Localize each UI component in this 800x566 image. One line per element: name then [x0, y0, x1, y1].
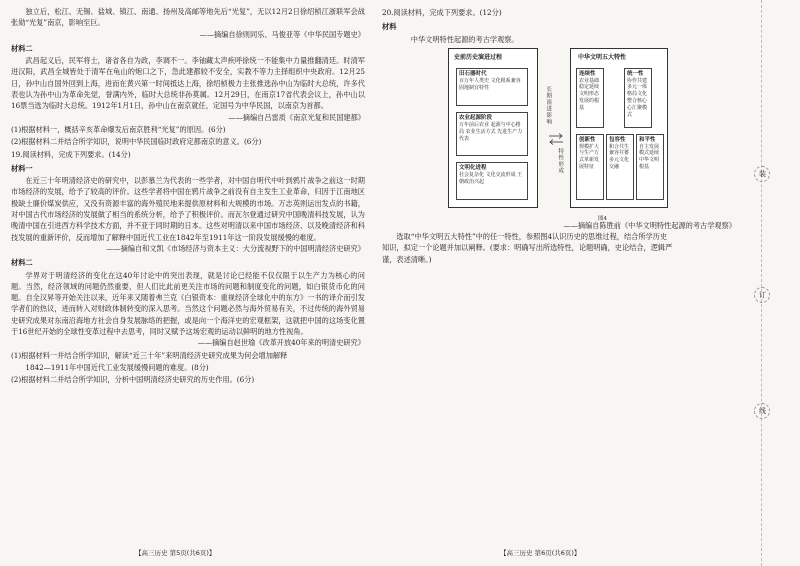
page5-footer: 【高三历史 第5页(共6页)】 — [135, 549, 216, 557]
q19-material1-label: 材料一 — [11, 163, 33, 173]
q19-part2: (2)根据材料二并结合所学知识，分析中国明清经济史研究的历史作用。(6分) — [11, 375, 255, 385]
q19-material1-text: 在近三十年明清经济史的研究中，以彭慕兰为代表的一些学者，对中国自明代中叶到鸦片战争之前这一时期市场经济的发展，给予了较高的评价。这些学者将中国在鸦片战争之前没有自主发生工业革命，归因于江南地区极缺土廉价煤炭供应，又没有资源丰富的海外殖民地来提供原材料和大规模的市场。万志英则运出发点的书籍，对中国古代市场经济的发展做了相当的系统分析，给予了积极评价。而瓦尔登通过研究中国晚清科技发展，认为晚清中国在引进西方科学技术方面，并不亚于同时期的日本。这些对明清以来中国市场经济、以及晚清经济和科技发展的重新评价，反而增加了解释中国近代工业在1842年至1911年这一阶段发展缓慢的难度。 — [11, 176, 365, 242]
middle-label-2: 特性形成 — [557, 147, 564, 174]
q18-part2: (2)根据材料二并结合所学知识，说明中华民国临时政府定都南京的意义。(6分) — [11, 137, 262, 147]
stage-paleolithic-text: 百万年人类史 文化根系兼容 固地制宜特性 — [459, 77, 521, 91]
page-6 — [382, 6, 736, 265]
q19-material2-source: ——摘编自赵世瑜《改革开放40年来的明清史研究》 — [197, 338, 365, 348]
q20-instruction-1: 选取“中华文明五大特性”中的任一特性，参照图4认识历史的思维过程，结合所学历史 — [396, 232, 668, 242]
figure-caption: 图4 — [598, 215, 607, 222]
trait-innovation-title: 创新性 — [579, 136, 596, 143]
q19-material2-label: 材料二 — [11, 258, 33, 268]
trait-unity — [624, 68, 652, 128]
trait-innovation-text: 规模扩大与生产方式革新发展特征 — [579, 143, 600, 171]
page6-footer: 【高三历史 第6页(共6页)】 — [500, 549, 581, 557]
q20-material-intro: 中华文明特性起源的考古学观察。 — [410, 34, 519, 44]
stage-civilization-title: 文明化进程 — [459, 164, 487, 171]
q19-part1-line1: (1)根据材料一并结合所学知识，解读“近三十年”来明清经济史研究成果为何会增加解释 — [11, 350, 288, 360]
stage-agriculture-title: 农业起源阶段 — [459, 114, 493, 121]
trait-inclusiveness — [606, 134, 634, 200]
stage-agriculture — [456, 112, 528, 156]
double-arrow-icon — [548, 132, 564, 146]
material1-tail: 独立后，松江、无锡、盐城、镇江、南通、扬州及高邮等地先后“光复”，无以12月2日徐绍桢江浙联军会战张勋“光复”南京，影响至巨。 — [11, 7, 365, 28]
q20-instruction-2: 知识，拟定一个论题并加以阐释。(要求：明确写出所选特性，论题明确，史论结合，逻辑严 — [382, 243, 673, 253]
q19-heading: 19.阅读材料，完成下列要求。(14分) — [11, 149, 131, 159]
q18-part1: (1)根据材料一，概括辛亥革命爆发后南京胜利“光复”的原因。(6分) — [11, 124, 226, 134]
binding-mark-zhuang: 装 — [759, 170, 766, 178]
material2-source: ——摘编自吕雷质《南京光复和民国建都》 — [228, 112, 365, 122]
trait-unity-text: 协作共建多元一体格局文化整合核心心汇聚模式 — [627, 77, 648, 118]
figure-4-diagram — [448, 48, 668, 222]
stage-paleolithic — [456, 68, 528, 106]
trait-peacefulness — [636, 134, 664, 200]
stage-paleolithic-title: 旧石器时代 — [459, 70, 487, 77]
page-5 — [11, 6, 365, 386]
trait-inclusiveness-text: 和合共生兼容并蓄多元文化交融 — [609, 143, 630, 171]
q20-source: ——摘编自陈胜前《中华文明特性起源的考古学观察》 — [563, 220, 736, 230]
prehistory-title: 史前历史演进过程 — [454, 53, 503, 61]
binding-mark-ding: 订 — [759, 291, 766, 299]
traits-title: 中华文明五大特性 — [578, 53, 627, 61]
trait-inclusiveness-title: 包容性 — [609, 136, 626, 143]
material1-source: ——摘编自徐则同乐、马俊亚等《中华民国专题史》 — [199, 29, 365, 39]
stage-agriculture-text: 万年前后农业 起源与中心格局 农业生活方式 先进生产力代表 — [459, 121, 523, 142]
middle-label-1: 长期演进影响 — [545, 85, 552, 125]
q19-material2-text: 学界对于明清经济的变化在这40年讨论中的突出表现，就是讨论已经能不仅仅限于以生产力为核心的问题。当然，经济领域的问题仍然重要，但人们比此前更关注市场的问题和制度变化的问题，如白银货币化的问题。自全汉昇等开始关注以来，近年来又随着弗兰克《白银资本：重视经济全球化中的东方》一书的译介而引发学者们的热议，进而转入对财政体制转变的深入思考。当然这个问题必然与海外贸易有关，不过传统的海外贸易史研究成果对东南沿海地方社会自身发展脉络的把握，或是向一个海洋史的宏观框架，这就把中国的这场变化置于16世纪开始的全球性变革过程中去思考，同时又赋予这场宏观的运动以鲜明的地方性视角。 — [11, 270, 365, 337]
trait-peacefulness-text: 自主发展模式延续中华文明根基 — [639, 143, 660, 171]
binding-mark-xian: 线 — [759, 407, 766, 415]
binding-line — [761, 0, 762, 566]
trait-peacefulness-title: 和平性 — [639, 136, 656, 143]
trait-continuity — [576, 68, 604, 128]
trait-innovation — [576, 134, 604, 200]
q20-heading: 20.阅读材料，完成下列要求。(12分) — [382, 8, 502, 17]
trait-continuity-text: 农业基础稳定延续文明形态发展的根基 — [579, 77, 600, 111]
trait-unity-title: 统一性 — [627, 70, 644, 77]
stage-civilization-text: 社会复杂化 文化交流形成 王朝政治兴起 — [459, 171, 523, 185]
trait-continuity-title: 连续性 — [579, 70, 596, 77]
material2-text: 武昌起义后，民军将士，诸省各自为政，李调不一。李铀藏太声疾呼徐统一不能集中力量推翻清廷。时清军进汉阳，武昌全城皆处于清军在龟山的炮口之下，急此建都较不安全，实教不等力主择组织中央政府。12月25日，孙中山自国外回到上海，进而在黄兴第一时间抵达上海，徐绍桢极力主张推选孙中山为临时大总统，许多代表也认为孙中山为革命先觉，誉满内外，临时大总统非孙莫属。12月29日，在南京17省代表会议上，孙中山以16票当选为临时大总统。1912年1月1日，孙中山在南京就任，定国号为中华民国，以南京为首都。 — [11, 56, 365, 111]
stage-civilization — [456, 162, 528, 200]
q20-material-label: 材料 — [382, 22, 397, 32]
material2-label: 材料二 — [11, 43, 33, 53]
q20-instruction-3: 谨，表述清晰。) — [382, 254, 432, 264]
q19-material1-source: ——摘编自和文凯《市场经济与资本主义：大分流视野下的中国明清经济史研究》 — [106, 243, 365, 253]
q19-part1-line2: 1842—1911年中国近代工业发展缓慢问题的难度。(8分) — [25, 362, 209, 372]
